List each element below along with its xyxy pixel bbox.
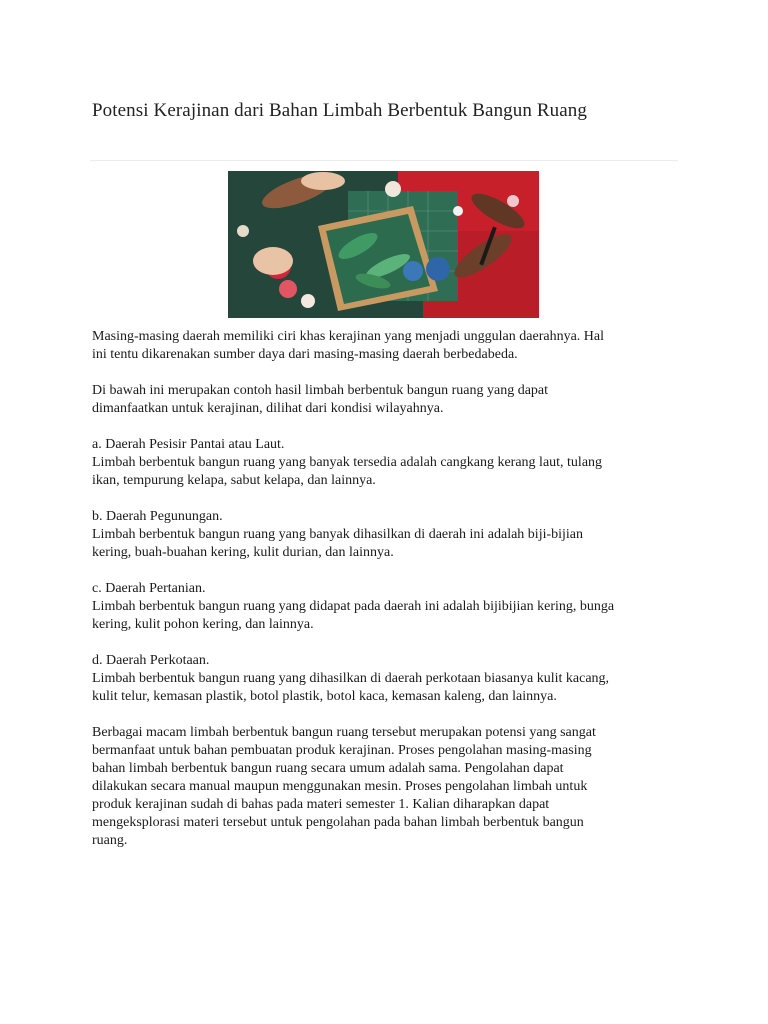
paragraph-intro: Masing-masing daerah memiliki ciri khas kerajinan yang menjadi unggulan daerahnya. Hal ini tentu dikarenakan sumber daya dari masing-masing daerah berbedabeda. [92,329,605,362]
paragraph-closing: Berbagai macam limbah berbentuk bangun ruang tersebut merupakan potensi yang sangat bermanfaat untuk bahan pembuatan produk kerajinan. Proses pengolahan masing-masing bahan limbah berbentuk bangun ruang secara umum adalah sama. Pengolahan dapat dilakukan secara manual maupun menggunakan mesin. Proses pengolahan limbah untuk produk kerajinan sudah di bahas pada materi semester 1. Kalian diharapkan dapat mengeksplorasi materi tersebut untuk pengolahan pada bahan limbah berbentuk bangun ruang. [92,725,596,848]
section-b-pegunungan: b. Daerah Pegunungan. Limbah berbentuk bangun ruang yang banyak dihasilkan di daerah ini adalah biji-bijian kering, buah-buahan kering, kulit durian, dan lainnya. [92,509,584,560]
section-d-perkotaan: d. Daerah Perkotaan. Limbah berbentuk bangun ruang yang dihasilkan di daerah perkotaan biasanya kulit kacang, kulit telur, kemasan plastik, botol plastik, botol kaca, kemasan kaleng, dan lainnya. [92,653,610,704]
craft-photo-illustration [228,171,539,318]
article-body [92,328,682,868]
paragraph-lead: Di bawah ini merupakan contoh hasil limbah berbentuk bangun ruang yang dapat dimanfaatkan untuk kerajinan, dilihat dari kondisi wilayahnya. [92,383,549,416]
title-divider [90,160,678,161]
section-a-pesisir: a. Daerah Pesisir Pantai atau Laut. Limbah berbentuk bangun ruang yang banyak tersedia adalah cangkang kerang laut, tulang ikan, tempurung kelapa, sabut kelapa, dan lainnya. [92,437,603,488]
craft-photo [228,171,539,318]
section-c-pertanian: c. Daerah Pertanian. Limbah berbentuk bangun ruang yang didapat pada daerah ini adalah bijibijian kering, bunga kering, kulit pohon kering, dan lainnya. [92,581,615,632]
page-title: Potensi Kerajinan dari Bahan Limbah Berbentuk Bangun Ruang [92,100,587,121]
